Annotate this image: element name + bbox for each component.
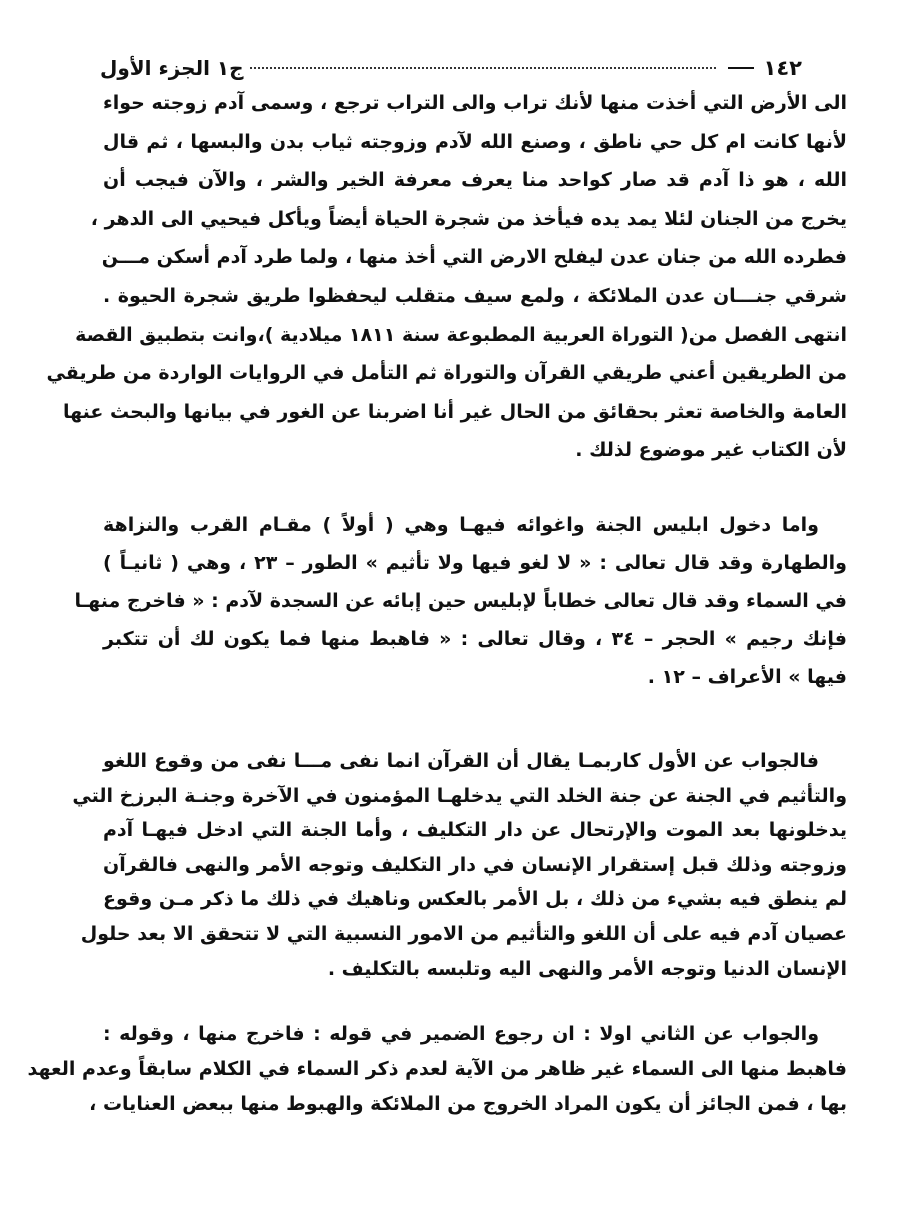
text-line: عصيان آدم فيه على أن اللغو والتأثيم من الامور النسبية التي لا تتحقق الا بعد حلول	[80, 922, 847, 945]
text-line: انتهى الفصل من( التوراة العربية المطبوعة سنة ١٨١١ ميلادية )،وانت بتطبيق القصة	[75, 323, 847, 346]
header-dotted-leader	[250, 67, 716, 69]
text-line: لم ينطق فيه بشيء من ذلك ، بل الأمر بالعكس وناهيك في ذلك ما ذكر مـن وقوع	[103, 888, 847, 911]
text-line: الإنسان الدنيا وتوجه الأمر والنهى اليه وتلبسه بالتكليف .	[327, 957, 847, 980]
text-line: فإنك رجيم » الحجر – ٣٤ ، وقال تعالى : « فاهبط منها فما يكون لك أن تتكبر	[103, 628, 847, 650]
text-line: والجواب عن الثاني اولا : ان رجوع الضمير في قوله : فاخرج منها ، وقوله :	[103, 1023, 819, 1045]
paragraph-1	[46, 84, 847, 470]
text-line: لأن الكتاب غير موضوع لذلك .	[575, 439, 847, 462]
text-line: فطرده الله من جنان عدن ليفلح الارض التي أخذ منها ، ولما طرد آدم أسكن مـــن	[101, 246, 847, 269]
running-title: ج١ الجزء الأول	[100, 56, 244, 80]
text-line: فالجواب عن الأول كاربمـا يقال أن القرآن انما نفى مـــا نفى من وقوع اللغو	[103, 750, 819, 772]
text-line: بها ، فمن الجائز أن يكون المراد الخروج من الملائكة والهبوط منها ببعض العنايات ،	[89, 1093, 847, 1115]
text-line: وزوجته وذلك قبل إستقرار الإنسان في دار التكليف وتوجه الأمر والنهى فالقرآن	[103, 853, 847, 876]
text-line: والطهارة وقد قال تعالى : « لا لغو فيها ولا تأثيم » الطور – ٢٣ ، وهي ( ثانيـاً )	[103, 552, 847, 574]
text-line: يخرج من الجنان لئلا يمد يده فيأخذ من شجرة الحياة أيضاً ويأكل فيحيي الى الدهر ،	[90, 207, 847, 230]
page-number: ١٤٢	[763, 56, 802, 80]
text-line: والتأثيم في الجنة عن جنة الخلد التي يدخلهـا المؤمنون في الآخرة وجنـة البرزخ التي	[72, 784, 847, 807]
paragraph-4	[27, 1017, 847, 1122]
text-line: لأنها كانت ام كل حي ناطق ، وصنع الله لآدم وزوجته ثياب بدن والبسها ، ثم قال	[103, 130, 847, 153]
text-line: واما دخول ابليس الجنة واغوائه فيهـا وهي ( أولاً ) مقـام القرب والنزاهة	[103, 514, 819, 536]
text-line: فيها » الأعراف – ١٢ .	[647, 666, 847, 688]
paragraph-2	[74, 506, 847, 696]
text-line: الى الأرض التي أخذت منها لأنك تراب والى التراب ترجع ، وسمى آدم زوجته حواء	[103, 92, 847, 114]
text-line: العامة والخاصة تعثر بحقائق من الحال غير أنا اضربنا عن الغور في بيانها والبحث عنها	[62, 400, 847, 423]
text-line: فاهبط منها الى السماء غير ظاهر من الآية لعدم ذكر السماء في الكلام سابقاً وعدم العهد	[27, 1058, 847, 1080]
text-line: شرقي جنـــان عدن الملائكة ، ولمع سيف متقلب ليحفظوا طريق شجرة الحيوة .	[103, 284, 847, 307]
text-line: في السماء وقد قال تعالى خطاباً لإبليس حين إبائه عن السجدة لآدم : « فاخرج منهـا	[74, 590, 847, 612]
running-header	[100, 50, 802, 86]
text-line: الله ، هو ذا آدم قد صار كواحد منا يعرف معرفة الخير والشر ، والآن فيجب أن	[103, 169, 847, 192]
header-rule	[728, 67, 754, 69]
text-line: من الطريقين أعني طريقي القرآن والتوراة ثم التأمل في الروايات الواردة من طريقي	[46, 362, 847, 385]
paragraph-3	[72, 744, 847, 986]
text-line: يدخلونها بعد الموت والإرتحال عن دار التكليف ، وأما الجنة التي ادخل فيهـا آدم	[103, 819, 847, 842]
